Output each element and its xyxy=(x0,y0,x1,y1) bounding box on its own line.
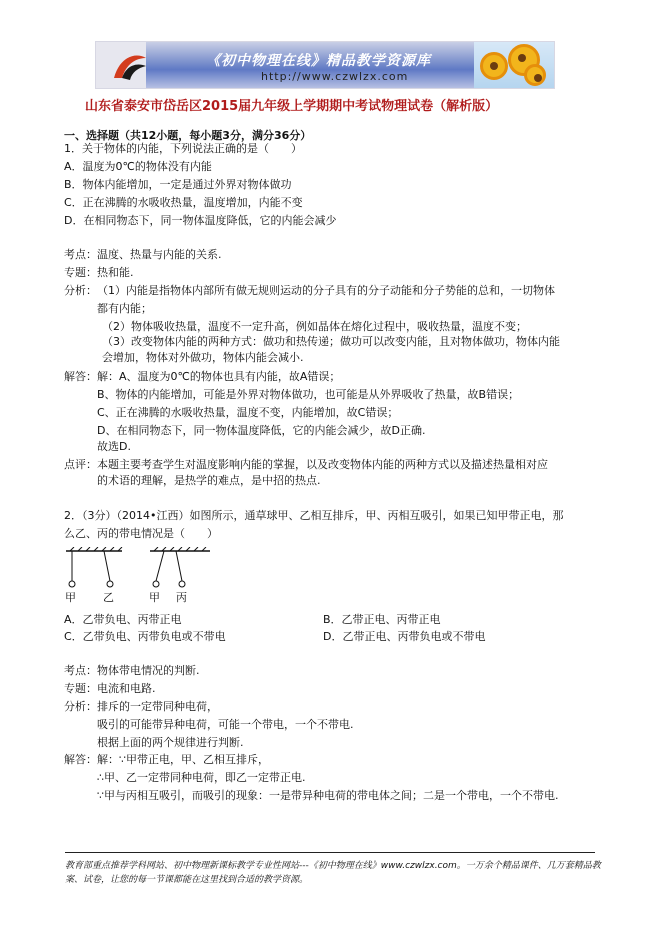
q2-option-b: B．乙带正电、丙带正电 xyxy=(323,613,441,626)
q1-fenxi-line: （2）物体吸收热量，温度不一定升高，例如晶体在熔化过程中，吸收热量，温度不变； xyxy=(102,320,527,333)
q2-option-d: D．乙带正电、丙带负电或不带电 xyxy=(323,630,486,643)
q1-option-a: A．温度为0℃的物体没有内能 xyxy=(64,160,212,173)
q1-stem: 1．关于物体的内能，下列说法正确的是（ ） xyxy=(64,142,302,155)
section-header: 一、选择题（共12小题，每小题3分，满分36分） xyxy=(64,129,312,142)
sunflower-icon xyxy=(480,52,508,80)
banner-title: 《初中物理在线》精品教学资源库 xyxy=(206,53,431,69)
q1-dianping-label: 点评： xyxy=(64,458,97,471)
figure-label-bing: 丙 xyxy=(176,591,187,604)
q2-fenxi-label: 分析： xyxy=(64,700,97,713)
q2-fenxi-line: 吸引的可能带异种电荷，可能一个带电，一个不带电. xyxy=(97,718,354,731)
q1-dianping-line: 的术语的理解，是热学的难点，是中招的热点. xyxy=(97,474,321,487)
q1-fenxi-line: （3）改变物体内能的两种方式：做功和热传递；做功可以改变内能，且对物体做功，物体内能 xyxy=(102,335,560,348)
logo-icon xyxy=(110,48,150,84)
q1-jieda-line: 故选D. xyxy=(97,440,131,453)
q1-jieda-line: B、物体的内能增加，可能是外界对物体做功，也可能是从外界吸收了热量，故B错误； xyxy=(97,388,520,401)
q1-jieda-line: C、正在沸腾的水吸收热量，温度不变，内能增加，故C错误； xyxy=(97,406,399,419)
q1-jieda-line: 解：A、温度为0℃的物体也具有内能，故A错误； xyxy=(97,370,341,383)
sunflower-icon xyxy=(524,64,546,86)
q2-option-a: A．乙带负电、丙带正电 xyxy=(64,613,182,626)
page-footer: 教育部重点推荐学科网站、初中物理新课标教学专业性网站---《初中物理在线》www.czwlzx.com。一万余个精品课件、几万套精品教案、试卷，让您的每一节课都能在这里找到合适的教学资源。 xyxy=(65,861,601,885)
q1-jieda-label: 解答： xyxy=(64,370,97,383)
figure-label-jia: 甲 xyxy=(65,591,76,604)
q1-fenxi-line: （1）内能是指物体内部所有做无规则运动的分子具有的分子动能和分子势能的总和，一切物体 xyxy=(97,284,555,297)
banner-url[interactable]: http://www.czwlzx.com xyxy=(261,70,409,83)
q2-fenxi-line: 排斥的一定带同种电荷， xyxy=(97,700,218,713)
q2-zhuanti-label: 专题： xyxy=(64,682,97,695)
q2-stem-line: 2．（3分）（2014•江西）如图所示，通草球甲、乙相互排斥，甲、丙相互吸引，如果已知甲带正电，那 xyxy=(64,509,564,522)
q2-figure xyxy=(64,547,254,609)
q1-zhuanti-label: 专题： xyxy=(64,266,97,279)
q1-option-b: B．物体内能增加，一定是通过外界对物体做功 xyxy=(64,178,292,191)
q2-jieda-line: ∴甲、乙一定带同种电荷，即乙一定带正电. xyxy=(97,771,306,784)
q2-kaodian: 物体带电情况的判断. xyxy=(97,664,200,677)
document-title: 山东省泰安市岱岳区2015届九年级上学期期中考试物理试卷（解析版） xyxy=(85,99,499,114)
q2-zhuanti: 电流和电路. xyxy=(97,682,156,695)
q1-kaodian-label: 考点： xyxy=(64,248,97,261)
header-banner xyxy=(95,41,555,89)
q2-stem-line: 么乙、丙的带电情况是（ ） xyxy=(64,527,218,540)
footer-divider xyxy=(65,852,595,853)
q1-kaodian: 温度、热量与内能的关系. xyxy=(97,248,222,261)
figure-label-yi: 乙 xyxy=(103,591,114,604)
q2-jieda-label: 解答： xyxy=(64,753,97,766)
q2-jieda-line: 解：∵甲带正电，甲、乙相互排斥， xyxy=(97,753,269,766)
q1-fenxi-label: 分析： xyxy=(64,284,97,297)
figure-label-jia: 甲 xyxy=(149,591,160,604)
q1-dianping-line: 本题主要考查学生对温度影响内能的掌握，以及改变物体内能的两种方式以及描述热量相对应 xyxy=(97,458,548,471)
q2-jieda-line: ∵甲与丙相互吸引，而吸引的现象：一是带异种电荷的带电体之间；二是一个带电，一个不带电. xyxy=(97,789,559,802)
q2-option-c: C．乙带负电、丙带负电或不带电 xyxy=(64,630,226,643)
q1-zhuanti: 热和能. xyxy=(97,266,134,279)
sunflower-image xyxy=(474,42,554,88)
q2-fenxi-line: 根据上面的两个规律进行判断. xyxy=(97,736,244,749)
q2-kaodian-label: 考点： xyxy=(64,664,97,677)
q1-fenxi-line: 都有内能； xyxy=(97,302,152,315)
q1-option-c: C．正在沸腾的水吸收热量，温度增加，内能不变 xyxy=(64,196,303,209)
q1-option-d: D．在相同物态下，同一物体温度降低，它的内能会减少 xyxy=(64,214,337,227)
q1-jieda-line: D、在相同物态下，同一物体温度降低，它的内能会减少，故D正确. xyxy=(97,424,426,437)
q1-fenxi-line: 会增加，物体对外做功，物体内能会减小. xyxy=(102,351,304,364)
